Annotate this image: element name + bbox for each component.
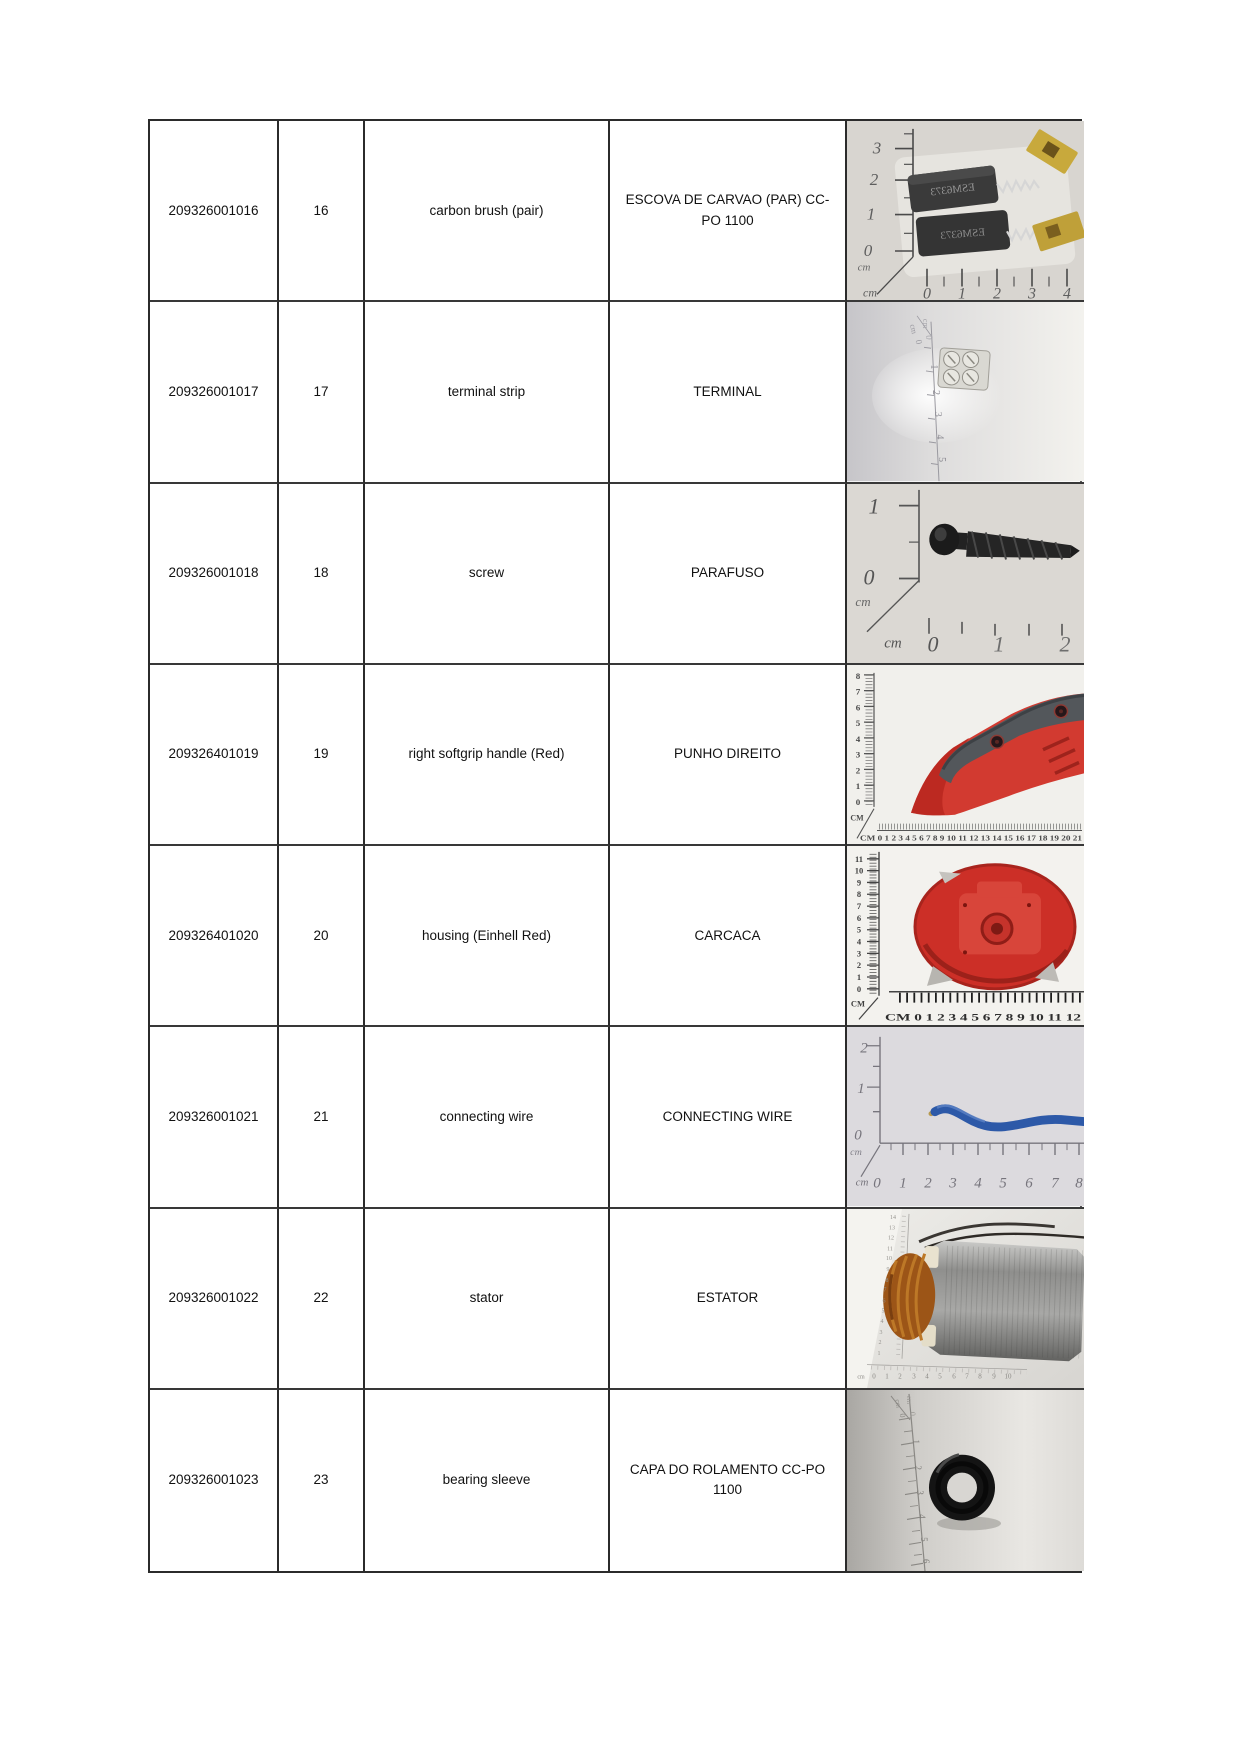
svg-text:1: 1 [993,632,1005,656]
svg-text:5: 5 [935,457,948,463]
terminal-block [938,348,991,391]
svg-text:CM 0 1 2 3 4 5 6 7 8 9 10 11 1: CM 0 1 2 3 4 5 6 7 8 9 10 11 12 13 14 15 16 17 18 19 20 21 [860,833,1083,843]
svg-text:2: 2 [869,170,879,189]
handle-screw [1055,705,1068,718]
right-softgrip-handle-photo [847,665,1084,844]
svg-text:3: 3 [912,1371,916,1380]
svg-text:1: 1 [910,1439,922,1444]
svg-text:CM: CM [850,998,866,1009]
description-pt-cell: PUNHO DIREITO [610,665,847,846]
svg-text:3: 3 [855,749,861,760]
svg-text:6: 6 [920,1558,932,1564]
description-en-cell: stator [365,1209,610,1390]
terminal-strip-photo [847,302,1084,481]
svg-text:1: 1 [877,1350,881,1357]
svg-text:5: 5 [938,1371,942,1380]
svg-text:1: 1 [899,1175,907,1192]
svg-text:cm: cm [904,1395,914,1404]
svg-text:0: 0 [897,1412,908,1418]
part-number-cell: 209326401019 [150,665,279,846]
svg-text:4: 4 [855,733,861,744]
svg-text:9: 9 [992,1371,996,1380]
svg-text:3: 3 [879,1329,883,1336]
svg-text:11: 11 [887,1245,893,1252]
svg-text:2: 2 [1059,632,1071,656]
description-pt-cell: TERMINAL [610,302,847,483]
svg-text:cm: cm [850,1147,862,1159]
svg-text:1: 1 [856,972,862,982]
part-number-cell: 209326001022 [150,1209,279,1390]
svg-text:4: 4 [1063,285,1071,301]
part-photo-cell [847,665,1084,846]
svg-text:13: 13 [889,1225,895,1232]
svg-text:CM: CM [850,813,864,823]
description-en-cell: bearing sleeve [365,1390,610,1571]
item-number-cell: 20 [279,846,365,1027]
svg-text:cm: cm [855,1176,869,1189]
connecting-wire-photo [847,1027,1084,1206]
svg-text:0: 0 [863,241,873,260]
svg-text:10: 10 [1004,1371,1012,1380]
svg-text:7: 7 [855,686,861,697]
svg-text:1: 1 [958,285,966,301]
svg-text:2: 2 [860,1040,868,1057]
part-photo-cell [847,484,1084,665]
svg-text:7: 7 [1051,1175,1059,1192]
svg-text:9: 9 [856,877,862,888]
part-number-cell: 209326001017 [150,302,279,483]
description-pt-cell: ESCOVA DE CARVAO (PAR) CC-PO 1100 [610,121,847,302]
svg-text:12: 12 [888,1235,894,1242]
svg-text:0: 0 [863,565,875,589]
svg-text:6: 6 [952,1371,956,1380]
svg-text:5: 5 [856,924,862,935]
svg-text:ESM6373: ESM6373 [929,181,976,199]
svg-text:2: 2 [856,960,862,971]
svg-text:0: 0 [913,339,925,346]
part-photo-cell [847,1027,1084,1208]
svg-text:1: 1 [885,1371,889,1380]
svg-text:cm: cm [857,261,871,274]
housing-photo [847,846,1084,1025]
part-photo-cell [847,1209,1084,1390]
svg-text:1: 1 [857,1081,865,1098]
svg-text:0: 0 [927,632,939,656]
description-en-cell: screw [365,484,610,665]
svg-text:8: 8 [855,670,861,681]
part-number-cell: 209326001021 [150,1027,279,1208]
bearing-sleeve-photo [847,1390,1084,1571]
handle-screw [991,735,1004,748]
svg-text:7: 7 [883,1287,887,1294]
item-number-cell: 22 [279,1209,365,1390]
svg-text:6: 6 [882,1298,886,1305]
svg-text:8: 8 [885,1277,889,1284]
svg-text:2: 2 [912,1465,924,1470]
svg-text:11: 11 [854,853,864,864]
svg-text:2: 2 [855,765,861,776]
svg-text:2: 2 [924,1175,932,1192]
svg-text:3: 3 [856,948,862,959]
svg-text:0: 0 [856,983,862,994]
svg-text:1: 1 [866,204,876,224]
svg-text:4: 4 [933,434,946,440]
svg-text:cm: cm [920,319,931,329]
description-pt-cell: CONNECTING WIRE [610,1027,847,1208]
description-en-cell: right softgrip handle (Red) [365,665,610,846]
svg-text:0: 0 [907,1411,918,1416]
svg-text:8: 8 [978,1371,982,1380]
svg-text:1: 1 [855,780,861,791]
part-photo-cell [847,1390,1084,1571]
stator-photo [847,1209,1084,1388]
svg-text:10: 10 [886,1255,892,1262]
svg-text:2: 2 [878,1339,882,1346]
svg-text:2: 2 [993,285,1001,301]
svg-text:0: 0 [873,1175,881,1192]
svg-text:1: 1 [927,364,940,370]
svg-text:0: 0 [923,285,931,301]
svg-text:cm: cm [857,1373,865,1380]
item-number-cell: 17 [279,302,365,483]
svg-text:8: 8 [1075,1175,1083,1192]
svg-text:3: 3 [1028,285,1036,301]
part-number-cell: 209326001018 [150,484,279,665]
part-number-cell: 209326001016 [150,121,279,302]
description-pt-cell: ESTATOR [610,1209,847,1390]
description-en-cell: carbon brush (pair) [365,121,610,302]
svg-text:7: 7 [856,901,862,912]
svg-text:3: 3 [931,412,944,417]
svg-text:4: 4 [974,1175,982,1192]
svg-text:ESM6373: ESM6373 [940,226,986,243]
svg-text:cm: cm [884,635,902,651]
svg-text:0: 0 [872,1371,876,1380]
item-number-cell: 18 [279,484,365,665]
svg-text:5: 5 [855,717,861,728]
description-en-cell: terminal strip [365,302,610,483]
svg-text:5: 5 [918,1536,930,1542]
carbon-brush-pair-photo [847,121,1084,300]
housing-part [915,865,1075,989]
svg-text:5: 5 [999,1175,1007,1192]
svg-text:CM 0 1 2 3 4 5 6 7 8 9 10 11 1: CM 0 1 2 3 4 5 6 7 8 9 10 11 12 [885,1013,1082,1024]
description-pt-cell: PARAFUSO [610,484,847,665]
item-number-cell: 21 [279,1027,365,1208]
part-photo-cell [847,846,1084,1027]
description-en-cell: housing (Einhell Red) [365,846,610,1027]
svg-text:2: 2 [929,390,942,396]
svg-text:3: 3 [914,1490,926,1495]
svg-text:1: 1 [868,494,880,519]
svg-text:0: 0 [923,335,935,340]
svg-text:8: 8 [856,889,862,900]
svg-text:7: 7 [965,1371,969,1380]
screw-photo [847,484,1084,663]
item-number-cell: 16 [279,121,365,302]
part-number-cell: 209326401020 [150,846,279,1027]
svg-text:9: 9 [886,1266,890,1273]
svg-text:6: 6 [855,702,861,713]
svg-text:cm: cm [908,323,919,335]
svg-text:6: 6 [856,912,862,923]
svg-text:3: 3 [872,138,882,158]
svg-text:cm: cm [863,285,877,300]
svg-text:4: 4 [916,1513,928,1519]
svg-text:cm: cm [893,1398,903,1409]
item-number-cell: 23 [279,1390,365,1571]
part-photo-cell [847,302,1084,483]
svg-text:6: 6 [1025,1175,1033,1192]
svg-text:14: 14 [890,1214,896,1221]
svg-text:0: 0 [855,796,861,807]
part-number-cell: 209326001023 [150,1390,279,1571]
svg-text:3: 3 [949,1175,957,1192]
svg-text:2: 2 [898,1371,902,1380]
svg-text:4: 4 [880,1318,884,1325]
spare-parts-table [148,119,1082,1573]
svg-text:5: 5 [881,1307,885,1314]
svg-text:4: 4 [925,1371,929,1380]
description-pt-cell: CAPA DO ROLAMENTO CC-PO 1100 [610,1390,847,1571]
svg-text:0: 0 [854,1127,862,1144]
part-photo-cell [847,121,1084,302]
svg-text:cm: cm [855,594,871,609]
description-pt-cell: CARCACA [610,846,847,1027]
description-en-cell: connecting wire [365,1027,610,1208]
svg-text:4: 4 [856,936,862,947]
svg-text:10: 10 [854,865,864,876]
item-number-cell: 19 [279,665,365,846]
